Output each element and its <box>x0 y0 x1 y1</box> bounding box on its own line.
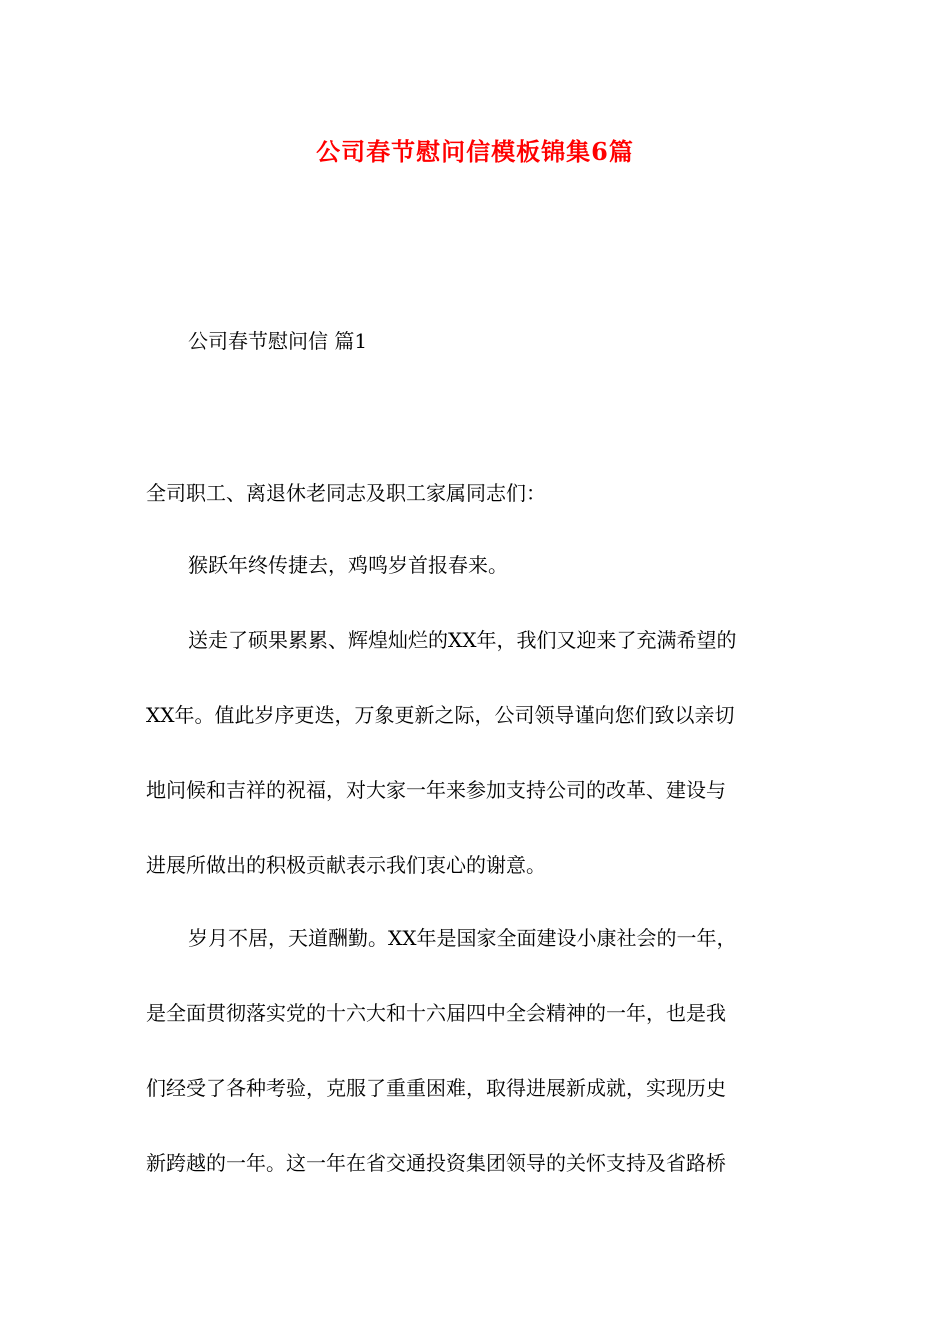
body-line: 猴跃年终传捷去，鸡鸣岁首报春来。 <box>188 553 508 577</box>
body-line: 岁月不居，天道酬勤。XX年是国家全面建设小康社会的一年， <box>188 926 737 950</box>
body-line: 们经受了各种考验，克服了重重困难，取得进展新成就，实现历史 <box>146 1076 726 1100</box>
body-line: XX年。值此岁序更迭，万象更新之际，公司领导谨向您们致以亲切 <box>146 703 735 727</box>
body-line: 进展所做出的积极贡献表示我们衷心的谢意。 <box>146 853 546 877</box>
section-heading: 公司春节慰问信 篇1 <box>188 329 368 353</box>
body-line: 地问候和吉祥的祝福，对大家一年来参加支持公司的改革、建设与 <box>146 778 726 802</box>
body-line: 是全面贯彻落实党的十六大和十六届四中全会精神的一年，也是我 <box>146 1001 726 1025</box>
document-title: 公司春节慰问信模板锦集6篇 <box>316 137 634 166</box>
body-line: 送走了硕果累累、辉煌灿烂的XX年，我们又迎来了充满希望的 <box>188 628 737 652</box>
body-line: 新跨越的一年。这一年在省交通投资集团领导的关怀支持及省路桥 <box>146 1151 726 1175</box>
salutation: 全司职工、离退休老同志及职工家属同志们： <box>146 481 546 505</box>
